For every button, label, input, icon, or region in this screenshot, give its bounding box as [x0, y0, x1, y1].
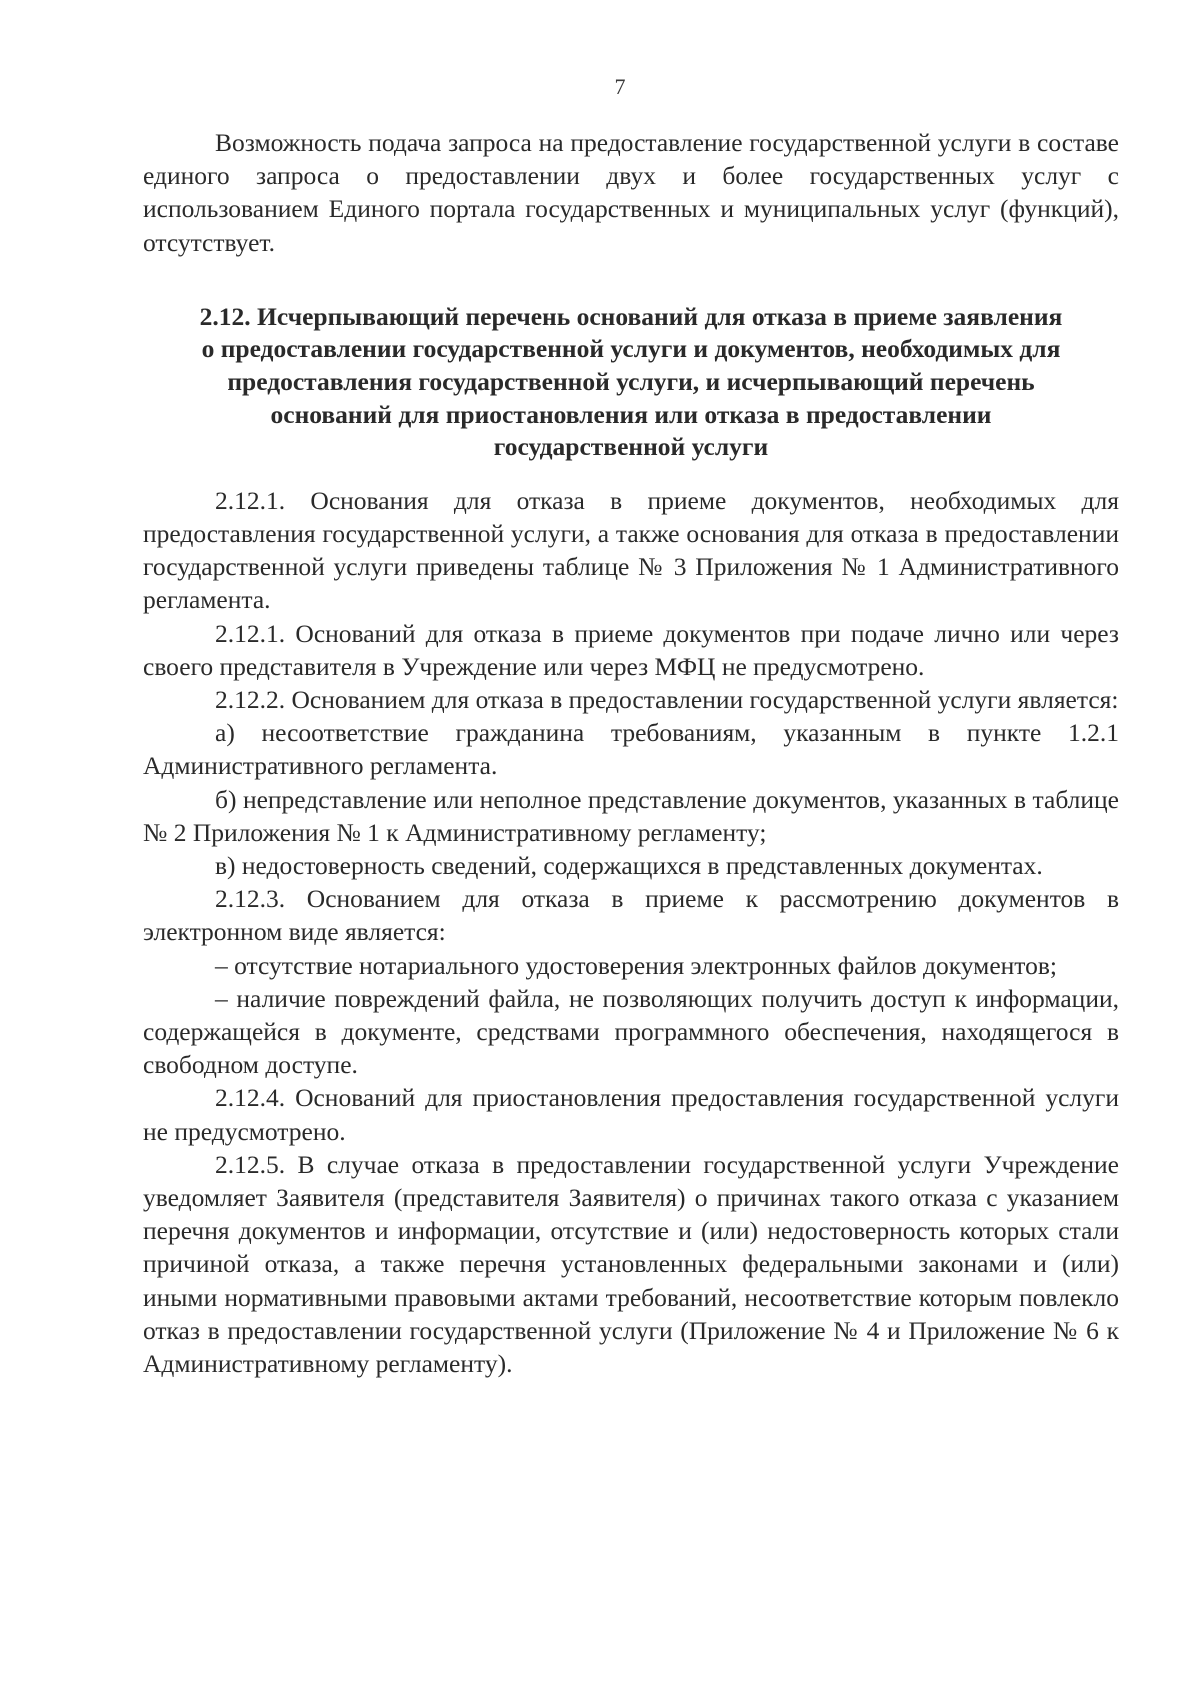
intro-paragraph: Возможность подача запроса на предоставление государственной услуги в составе единого запроса о предоставлении двух и более государственных услуг с использованием Единого портала государственных и муниципальных услуг (функций), отсутствует. — [143, 128, 1119, 257]
paragraph-2-12-2: 2.12.2. Основанием для отказа в предоставлении государственной услуги является: — [215, 685, 1119, 714]
page-number: 7 — [614, 74, 626, 99]
paragraph-2-12-3: 2.12.3. Основанием для отказа в приеме к рассмотрению документов в электронном виде является: — [143, 884, 1119, 947]
section-heading — [143, 301, 1119, 464]
paragraph-2-12-1-a: 2.12.1. Основания для отказа в приеме документов, необходимых для предоставления государственной услуги, а также основания для отказа в предоставлении государственной услуги приведены таблице № 3 Приложения № 1 Административного регламента. — [143, 485, 1119, 615]
section-heading-line: предоставления государственной услуги, и исчерпывающий перечень — [227, 367, 1035, 396]
section-heading-line: оснований для приостановления или отказа в предоставлении — [270, 399, 992, 429]
section-heading-line: 2.12. Исчерпывающий перечень оснований для отказа в приеме заявления — [199, 301, 1063, 331]
dash-item-notary: – отсутствие нотариального удостоверения электронных файлов документов; — [215, 950, 1057, 980]
dash-item-file-damage: – наличие повреждений файла, не позволяющих получить доступ к информации, содержащейся в документе, средствами программного обеспечения, находящегося в свободном доступе. — [143, 983, 1119, 1080]
section-heading-line: государственной услуги — [493, 432, 769, 462]
paragraph-2-12-5: 2.12.5. В случае отказа в предоставлении государственной услуги Учреждение уведомляет Заявителя (представителя Заявителя) о причинах такого отказа с указанием перечня документов и информации, отсутствие и (или) недостоверность которых стали причиной отказа, а также перечня установленных федеральными законами и (или) иными нормативными правовыми актами требований, несоответствие которым повлекло отказ в предоставлении государственной услуги (Приложение № 4 и Приложение № 6 к Административному регламенту). — [143, 1149, 1119, 1379]
paragraph-2-12-1-b: 2.12.1. Оснований для отказа в приеме документов при подаче лично или через своего представителя в Учреждение или через МФЦ не предусмотрено. — [143, 618, 1119, 681]
paragraph-2-12-4: 2.12.4. Оснований для приостановления предоставления государственной услуги не предусмотрено. — [143, 1083, 1119, 1146]
list-item-v: в) недостоверность сведений, содержащихся в представленных документах. — [215, 851, 1043, 881]
document-body — [143, 126, 1119, 1380]
section-heading-line: о предоставлении государственной услуги и документов, необходимых для — [201, 334, 1061, 364]
list-item-a: а) несоответствие гражданина требованиям, указанным в пункте 1.2.1 Административного регламента. — [143, 718, 1119, 781]
list-item-b: б) непредставление или неполное представление документов, указанных в таблице № 2 Приложения № 1 к Административному регламенту; — [143, 784, 1119, 847]
